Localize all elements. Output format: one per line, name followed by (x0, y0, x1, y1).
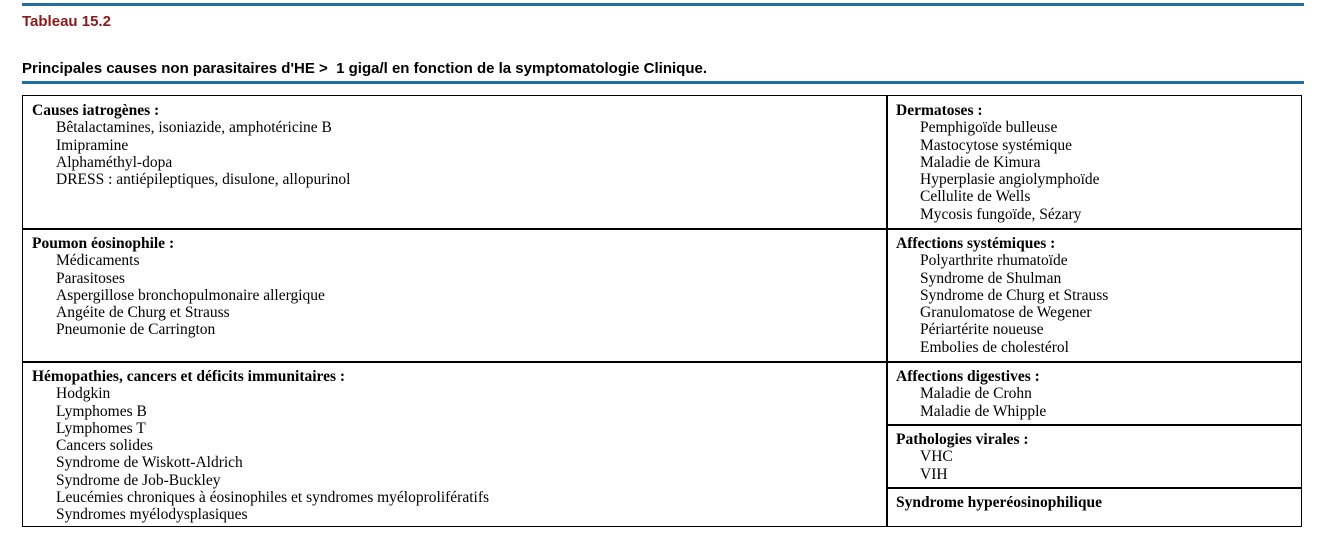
cell-hemopathies (32, 368, 489, 524)
list-item: Granulomatose de Wegener (920, 304, 1092, 322)
cell-heading: Affections systémiques : (896, 235, 1056, 252)
list-item: Hyperplasie angiolymphoïde (920, 171, 1100, 189)
list-item: Polyarthrite rhumatoïde (920, 252, 1068, 270)
list-item: Maladie de Whipple (920, 402, 1047, 420)
list-item: Maladie de Crohn (920, 385, 1032, 403)
list-item: Angéite de Churg et Strauss (56, 304, 230, 322)
cell-heading: Hémopathies, cancers et déficits immunitaires : (32, 368, 346, 385)
row-divider (887, 424, 1301, 426)
cell-heading: Syndrome hyperéosinophilique (896, 494, 1102, 511)
list-item: Parasitoses (56, 269, 125, 287)
list-item: Aspergillose bronchopulmonaire allergique (56, 286, 325, 304)
list-item: DRESS : antiépileptiques, disulone, allopurinol (56, 171, 351, 189)
list-item: Mycosis fungoïde, Sézary (920, 205, 1082, 223)
list-item: VIH (920, 465, 948, 483)
column-divider (886, 96, 888, 526)
list-item: Imipramine (56, 136, 129, 154)
list-item: Syndrome de Wiskott-Aldrich (56, 454, 243, 472)
list-item: VHC (920, 448, 953, 466)
list-item: Médicaments (56, 252, 140, 270)
cell-heading: Affections digestives : (896, 368, 1040, 385)
list-item: Syndromes myélodysplasiques (56, 506, 248, 524)
table-label: Tableau 15.2 (22, 13, 111, 30)
causes-table (22, 95, 1302, 527)
row-divider (887, 361, 1301, 363)
list-item: Syndrome de Job-Buckley (56, 471, 221, 489)
list-item: Maladie de Kimura (920, 153, 1041, 171)
list-item: Bêtalactamines, isoniazide, amphotéricine B (56, 119, 332, 137)
list-item: Syndrome de Shulman (920, 269, 1062, 287)
cell-pathologies-virales (896, 431, 1029, 483)
row-divider (887, 487, 1301, 489)
cell-causes-iatrogenes (32, 102, 350, 188)
list-item: Cellulite de Wells (920, 188, 1031, 206)
list-item: Lymphomes B (56, 402, 147, 420)
list-item: Lymphomes T (56, 419, 146, 437)
list-item: Mastocytose systémique (920, 136, 1072, 154)
cell-affections-systemiques (896, 235, 1108, 356)
list-item: Alphaméthyl-dopa (56, 153, 173, 171)
cell-heading: Pathologies virales : (896, 431, 1029, 448)
row-divider (23, 361, 887, 363)
top-rule (22, 3, 1304, 6)
row-divider (23, 228, 887, 230)
list-item: Embolies de cholestérol (920, 338, 1069, 356)
row-divider (887, 228, 1301, 230)
list-item: Pneumonie de Carrington (56, 321, 216, 339)
title-rule (22, 81, 1304, 84)
cell-affections-digestives (896, 368, 1046, 420)
cell-heading: Poumon éosinophile : (32, 235, 175, 252)
cell-heading: Dermatoses : (896, 102, 983, 119)
table-title: Principales causes non parasitaires d'HE > 1 giga/l en fonction de la symptomatologie Clinique. (22, 60, 707, 77)
cell-poumon-eosinophile (32, 235, 325, 339)
list-item: Leucémies chroniques à éosinophiles et syndromes myéloprolifératifs (56, 489, 490, 507)
list-item: Hodgkin (56, 385, 111, 403)
list-item: Périartérite noueuse (920, 321, 1044, 339)
list-item: Cancers solides (56, 437, 153, 455)
cell-syndrome-hypereosinophilique (896, 494, 1102, 511)
cell-heading: Causes iatrogènes : (32, 102, 160, 119)
list-item: Pemphigoïde bulleuse (920, 119, 1058, 137)
list-item: Syndrome de Churg et Strauss (920, 286, 1109, 304)
cell-dermatoses (896, 102, 1100, 223)
